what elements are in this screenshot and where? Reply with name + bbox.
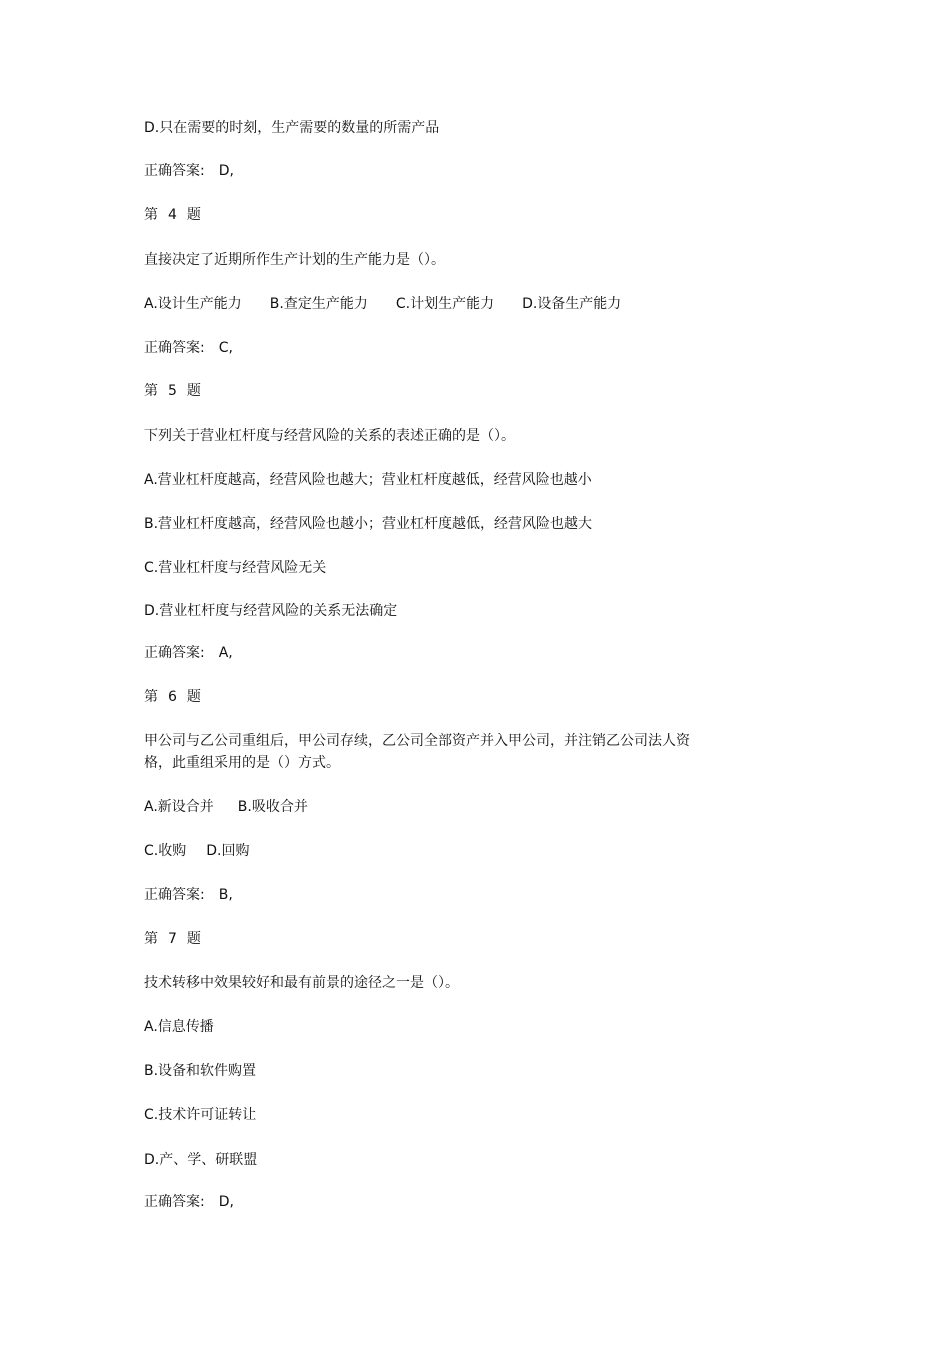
q5-option-d: D.营业杠杆度与经营风险的关系无法确定 (144, 603, 398, 619)
q4-options (144, 293, 621, 315)
option-a: A.设计生产能力 (144, 296, 242, 312)
q6-stem-line2: 格，此重组采用的是（）方式。 (144, 755, 340, 771)
option-c: C.计划生产能力 (395, 296, 495, 312)
q7-answer (144, 1191, 234, 1213)
question-prefix: 第 (144, 383, 158, 399)
q7-heading (144, 928, 201, 950)
q7-option-b: B.设备和软件购置 (144, 1063, 257, 1079)
q6-heading (144, 686, 201, 708)
option-b: B.查定生产能力 (269, 296, 368, 312)
answer-value: A, (218, 645, 233, 661)
question-prefix: 第 (144, 689, 158, 705)
q6-options-row2 (144, 840, 249, 862)
option-a: A.新设合并 (144, 799, 214, 815)
q5-option-a: A.营业杠杆度越高，经营风险也越大；营业杠杆度越低，经营风险也越小 (144, 472, 592, 488)
q7-option-c: C.技术许可证转让 (144, 1107, 257, 1123)
q3-answer (144, 160, 234, 182)
q5-option-c: C.营业杠杆度与经营风险无关 (144, 560, 327, 576)
q6-stem-line1: 甲公司与乙公司重组后，甲公司存续，乙公司全部资产并入甲公司，并注销乙公司法人资 (144, 733, 690, 749)
q4-stem: 直接决定了近期所作生产计划的生产能力是（）。 (144, 252, 445, 268)
q6-options-row1 (144, 796, 308, 818)
question-prefix: 第 (144, 207, 158, 223)
answer-label: 正确答案: (144, 340, 205, 356)
q5-heading (144, 380, 201, 402)
q7-option-a: A.信息传播 (144, 1019, 214, 1035)
answer-label: 正确答案: (144, 887, 205, 903)
question-suffix: 题 (186, 689, 201, 705)
answer-label: 正确答案: (144, 645, 205, 661)
question-number: 4 (168, 207, 177, 223)
option-d: D.设备生产能力 (522, 296, 622, 312)
question-number: 7 (168, 931, 177, 947)
question-suffix: 题 (186, 207, 201, 223)
answer-label: 正确答案: (144, 163, 205, 179)
answer-value: D, (218, 1194, 234, 1210)
question-prefix: 第 (144, 931, 158, 947)
answer-value: C, (218, 340, 233, 356)
q6-answer (144, 884, 233, 906)
question-number: 6 (168, 689, 177, 705)
answer-value: B, (218, 887, 233, 903)
option-d: D.回购 (206, 843, 250, 859)
question-number: 5 (168, 383, 177, 399)
q5-option-b: B.营业杠杆度越高，经营风险也越小；营业杠杆度越低，经营风险也越大 (144, 516, 593, 532)
question-suffix: 题 (186, 383, 201, 399)
question-suffix: 题 (186, 931, 201, 947)
option-b: B.吸收合并 (237, 799, 308, 815)
q4-answer (144, 337, 233, 359)
q4-heading (144, 204, 201, 226)
q5-answer (144, 642, 233, 664)
answer-label: 正确答案: (144, 1194, 205, 1210)
q3-option-d: D.只在需要的时刻，生产需要的数量的所需产品 (144, 120, 440, 136)
q5-stem: 下列关于营业杠杆度与经营风险的关系的表述正确的是（）。 (144, 428, 515, 444)
q7-option-d: D.产、学、研联盟 (144, 1152, 258, 1168)
option-c: C.收购 (144, 843, 187, 859)
q7-stem: 技术转移中效果较好和最有前景的途径之一是（）。 (144, 975, 459, 991)
answer-value: D, (218, 163, 234, 179)
